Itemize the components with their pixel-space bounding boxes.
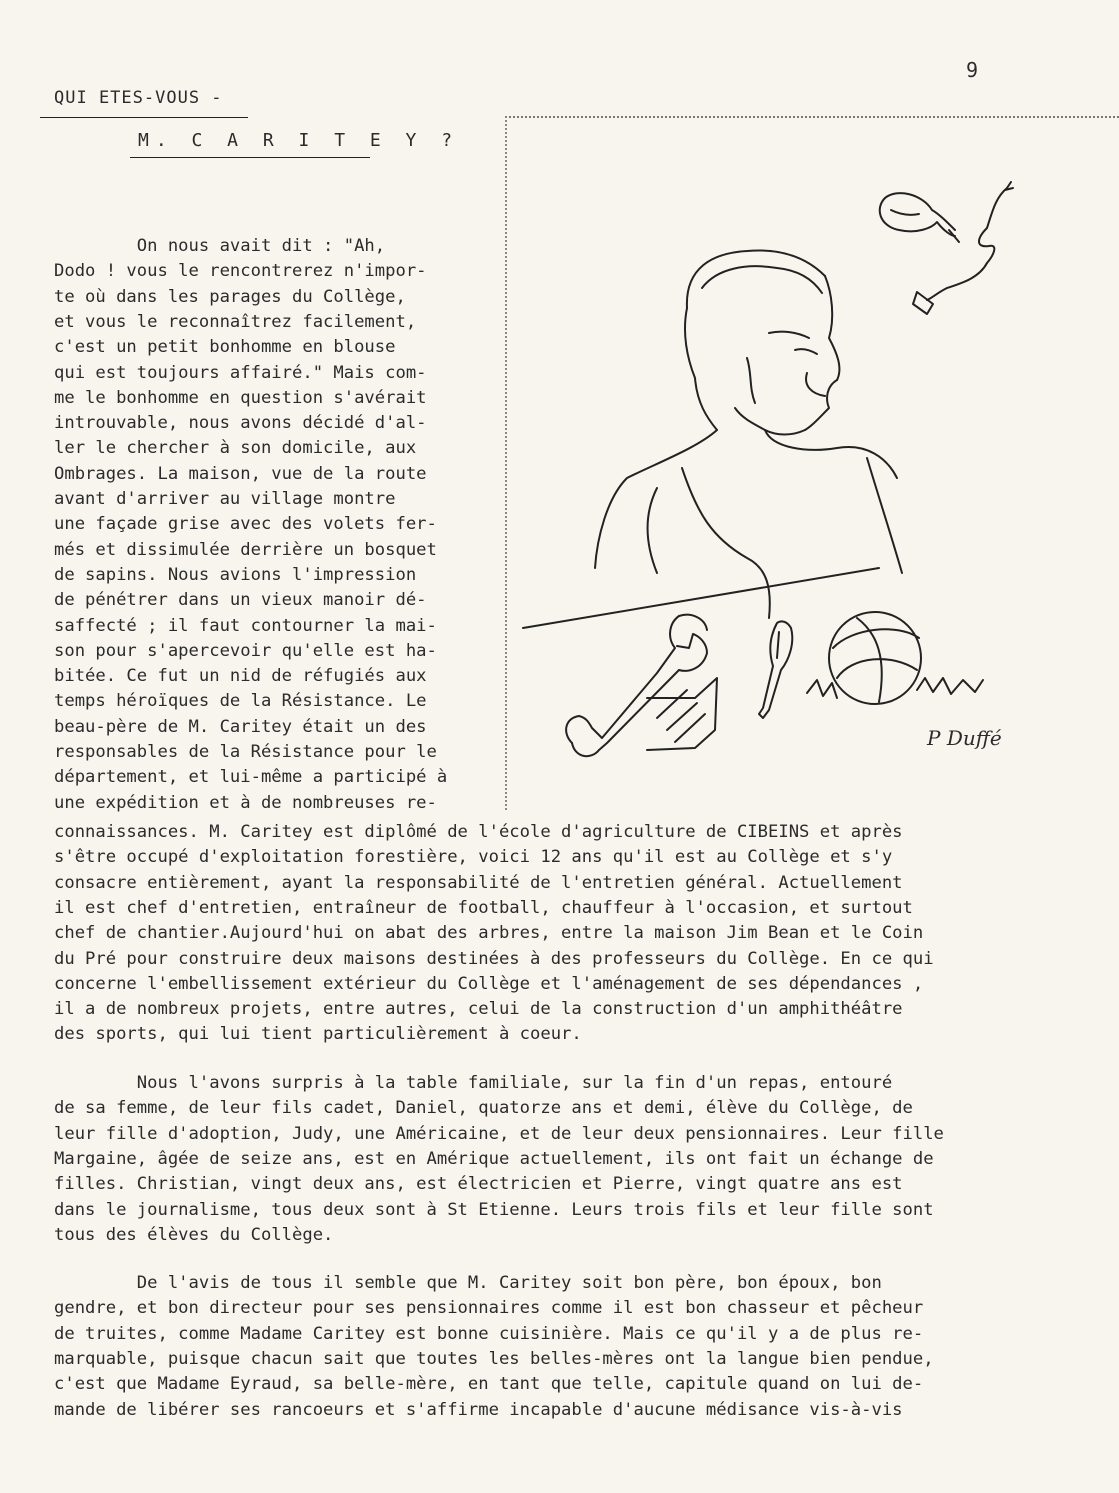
illustration-signature: P Duffé — [927, 726, 1002, 750]
article-line: de pénétrer dans un vieux manoir dé- — [54, 590, 427, 611]
sketch-box — [647, 678, 717, 750]
article-line: de truites, comme Madame Caritey est bonne cuisinière. Mais ce qu'il y a de plus re- — [54, 1323, 924, 1344]
article-line: avant d'arriver au village montre — [54, 489, 396, 509]
illustration-frame — [505, 116, 1119, 810]
article-line: responsables de la Résistance pour le — [54, 742, 437, 762]
article-line: Nous l'avons surpris à la table familiale, sur la fin d'un repas, entouré — [54, 1073, 893, 1093]
article-line: filles. Christian, vingt deux ans, est électricien et Pierre, vingt quatre ans est — [54, 1174, 903, 1195]
article-line: més et dissimulée derrière un bosquet — [54, 539, 437, 560]
heading-underline-2 — [130, 157, 370, 158]
article-line: te où dans les parages du Collège, — [54, 286, 406, 307]
page-number: 9 — [966, 58, 979, 82]
portrait-man-drawing — [595, 250, 902, 618]
article-line: ler le chercher à son domicile, aux — [54, 438, 417, 459]
article-line: de sa femme, de leur fils cadet, Daniel, quatorze ans et demi, élève du Collège, de — [54, 1098, 913, 1119]
article-line: il a de nombreux projets, entre autres, celui de la construction d'un amphithéâtre — [54, 999, 903, 1020]
article-line: du Pré pour construire deux maisons destinées à des professeurs du Collège. En ce qui — [54, 948, 934, 969]
article-line: beau-père de M. Caritey était un des — [54, 716, 427, 737]
article-line: marquable, puisque chacun sait que toutes les belles-mères ont la langue bien pendue, — [54, 1348, 934, 1369]
article-line: De l'avis de tous il semble que M. Caritey soit bon père, bon époux, bon — [54, 1273, 882, 1293]
article-line: Ombrages. La maison, vue de la route — [54, 463, 427, 484]
article-line: Margaine, âgée de seize ans, est en Amérique actuellement, ils ont fait un échange de — [54, 1148, 934, 1169]
article-line: une façade grise avec des volets fer- — [54, 514, 437, 535]
heading-line-2: M. C A R I T E Y ? — [138, 130, 460, 151]
article-line: gendre, et bon directeur pour ses pensionnaires comme il est bon chasseur et pêcheur — [54, 1298, 924, 1319]
article-line: concerne l'embellissement extérieur du Collège et l'aménagement de ses dépendances , — [54, 973, 924, 994]
article-line: me le bonhomme en question s'avérait — [54, 387, 427, 408]
article-line: tous des élèves du Collège. — [54, 1224, 334, 1245]
article-line: Dodo ! vous le rencontrerez n'impor- — [54, 261, 427, 282]
article-line: des sports, qui lui tient particulièrement à coeur. — [54, 1024, 582, 1045]
article-line: dans le journalisme, tous deux sont à St Etienne. Leurs trois fils et leur fille sont — [54, 1199, 934, 1220]
article-line: On nous avait dit : "Ah, — [54, 236, 386, 256]
wrench-icon — [566, 615, 707, 756]
article-line: bitée. Ce fut un nid de réfugiés aux — [54, 666, 427, 687]
article-line: temps héroïques de la Résistance. Le — [54, 691, 427, 712]
article-line: son pour s'apercevoir qu'elle est ha- — [54, 640, 437, 661]
article-line: une expédition et à de nombreuses re- — [54, 792, 437, 813]
light-bulb-icon — [880, 193, 959, 242]
article-line: c'est que Madame Eyraud, sa belle-mère, en tant que telle, capitule quand on lui de- — [54, 1374, 924, 1395]
article-line: introuvable, nous avons décidé d'al- — [54, 413, 427, 434]
heading-underline-1 — [40, 117, 248, 118]
football-icon — [807, 612, 983, 704]
heading-line-1: QUI ETES-VOUS - — [54, 88, 223, 108]
article-line: leur fille d'adoption, Judy, une Américaine, et de leur deux pensionnaires. Leur fille — [54, 1123, 944, 1144]
article-line: connaissances. M. Caritey est diplômé de l'école d'agriculture de CIBEINS et après — [54, 822, 903, 842]
article-line: c'est un petit bonhomme en blouse — [54, 337, 396, 358]
article-line: chef de chantier.Aujourd'hui on abat des arbres, entre la maison Jim Bean et le Coin — [54, 923, 924, 944]
article-line: il est chef d'entretien, entraîneur de football, chauffeur à l'occasion, et surtout — [54, 897, 913, 918]
article-line: saffecté ; il faut contourner la mai- — [54, 615, 437, 636]
illustration-drawing — [507, 118, 1119, 810]
screwdriver-icon — [759, 621, 792, 718]
article-line: s'être occupé d'exploitation forestière, voici 12 ans qu'il est au Collège et s'y — [54, 847, 893, 868]
article-line: mande de libérer ses rancoeurs et s'affirme incapable d'aucune médisance vis-à-vis — [54, 1399, 903, 1420]
article-line: de sapins. Nous avions l'impression — [54, 564, 417, 585]
electric-plug-icon — [913, 182, 1013, 314]
article-line: qui est toujours affairé." Mais com- — [54, 362, 427, 383]
article-line: département, et lui-même a participé à — [54, 767, 448, 788]
article-line: et vous le reconnaîtrez facilement, — [54, 311, 417, 332]
article-line: consacre entièrement, ayant la responsabilité de l'entretien général. Actuellement — [54, 872, 903, 893]
